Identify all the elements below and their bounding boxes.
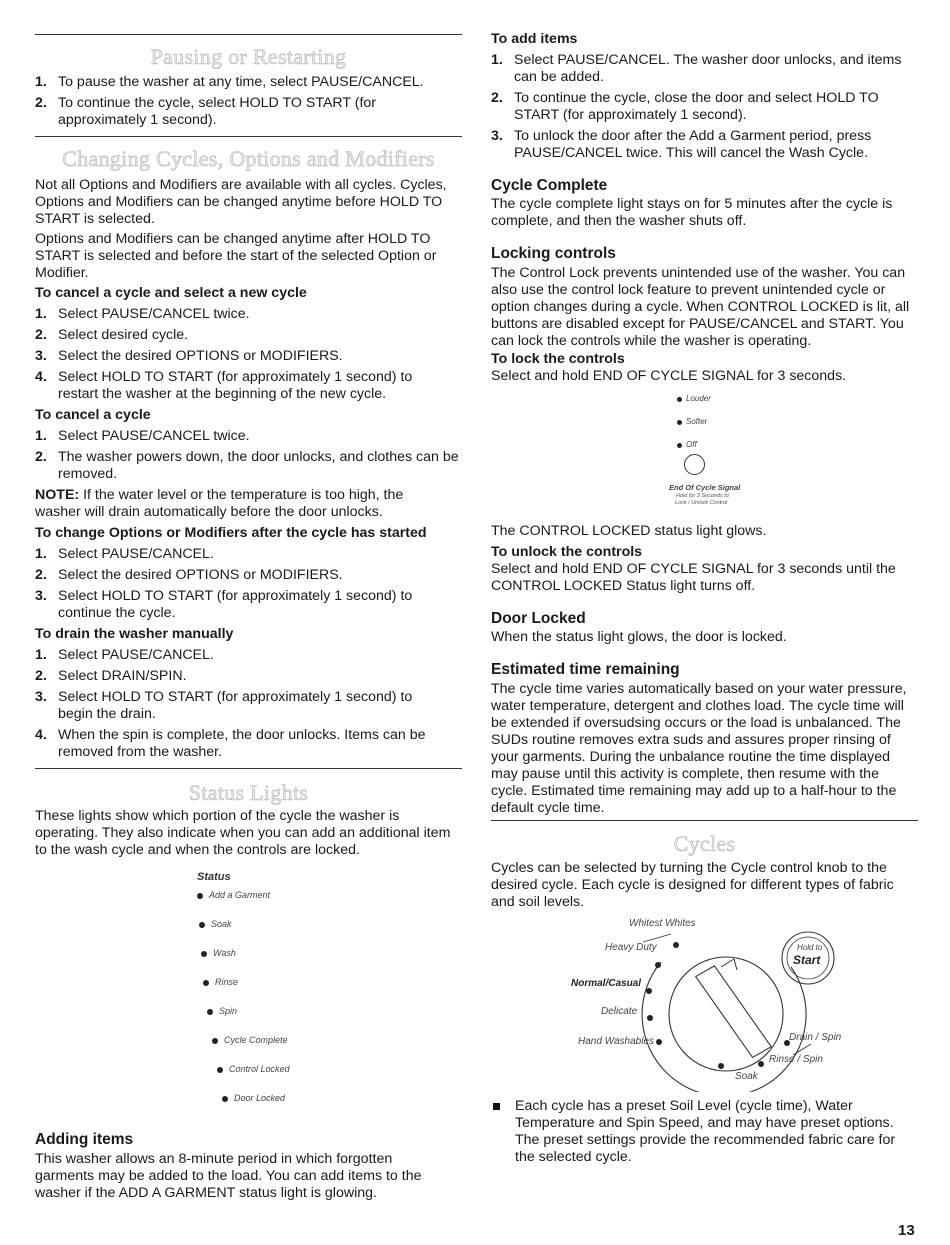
subheading: Adding items — [35, 1131, 134, 1148]
list-item: 1. To pause the washer at any time, select PAUSE/CANCEL. — [35, 74, 424, 90]
status-light-icon — [197, 893, 203, 899]
cycle-label-whitest: Whitest Whites — [629, 918, 696, 929]
hold-to-label: Hold to — [797, 943, 823, 952]
paragraph: The Control Lock prevents unintended use of the washer. You can also use the control lock feature to prevent unintended cycle or option changes during a cycle. When CONTROL LOCKED is lit, all buttons are disabled except for PAUSE/CANCEL and START. You can lock the controls while the washer is operating. — [491, 265, 910, 349]
signal-button-subtext: Hold for 3 Seconds to — [676, 493, 729, 499]
paragraph: Options and Modifiers can be changed anytime after HOLD TO START is selected and before the start of the selected Option or Modifier. — [35, 231, 437, 281]
list-item: 4. When the spin is complete, the door unlocks. Items can be removed from the washer. — [35, 727, 426, 760]
list-item: 2. Select the desired OPTIONS or MODIFIERS. — [35, 567, 343, 583]
list-item: 2. Select desired cycle. — [35, 327, 189, 343]
paragraph: These lights show which portion of the cycle the washer is operating. They also indicate when you can add an additional item to the wash cycle and when the controls are locked. — [35, 808, 451, 858]
list-item: 3. To unlock the door after the Add a Garment period, press PAUSE/CANCEL twice. This will cancel the Wash Cycle. — [491, 128, 872, 161]
status-figure-heading: Status — [197, 871, 231, 883]
list-item: 2. To continue the cycle, close the door and select HOLD TO START (for approximately 1 second). — [491, 90, 879, 123]
status-light-icon — [212, 1038, 218, 1044]
cycle-knob-drawing — [561, 912, 861, 1092]
section-divider — [35, 136, 462, 137]
status-label: Soak — [211, 919, 232, 929]
paragraph: Select and hold END OF CYCLE SIGNAL for 3 seconds. — [491, 368, 847, 384]
paragraph: The cycle complete light stays on for 5 minutes after the cycle is complete, and then the washer shuts off. — [491, 196, 893, 229]
status-lights-title: Status Lights — [188, 780, 309, 805]
status-label: Rinse — [215, 977, 239, 987]
cycles-title: Cycles — [673, 831, 736, 856]
signal-level-icon — [677, 397, 682, 402]
bullet-icon — [493, 1103, 500, 1110]
note: NOTE: If the water level or the temperature is too high, the washer will drain automatically before the door unlocks. — [35, 487, 404, 520]
changing-title: Changing Cycles, Options and Modifiers — [62, 146, 435, 171]
paragraph: The CONTROL LOCKED status light glows. — [491, 523, 767, 539]
signal-level-label: Softer — [686, 417, 708, 426]
status-label: Control Locked — [229, 1064, 290, 1074]
subheading: Estimated time remaining — [491, 661, 680, 678]
subheading: To add items — [491, 31, 578, 47]
start-label: Start — [793, 953, 821, 967]
section-divider — [491, 820, 918, 821]
list-item: 2. To continue the cycle, select HOLD TO START (for approximately 1 second). — [35, 95, 377, 128]
end-of-cycle-figure — [661, 392, 771, 510]
signal-level-icon — [677, 443, 682, 448]
cycle-label-hand: Hand Washables — [578, 1036, 654, 1047]
paragraph: The cycle time varies automatically based on your water pressure, water temperature, detergent and clothes load. The cycle time will be extended if oversudsing occurs or the load is unbalanced. The SUDs routine removes extra suds and assures proper rinsing of your garments. During the unbalance routine the time displayed may pause until this activity is complete, then resume with the cycle. Estimated time remaining may add up to a half-hour to the default cycle time. — [491, 681, 907, 816]
paragraph: This washer allows an 8-minute period in which forgotten garments may be added to the load. You can add items to the washer if the ADD A GARMENT status light is glowing. — [35, 1151, 422, 1201]
cycle-knob-figure — [561, 912, 861, 1092]
signal-level-label: Louder — [686, 394, 711, 403]
section-divider — [35, 768, 462, 769]
signal-level-label: Off — [686, 440, 697, 449]
cycle-label-heavy: Heavy Duty — [605, 942, 657, 953]
subheading: To drain the washer manually — [35, 626, 234, 642]
signal-button-label: End Of Cycle Signal — [669, 483, 741, 492]
paragraph: When the status light glows, the door is locked. — [491, 629, 787, 645]
paragraph: Select and hold END OF CYCLE SIGNAL for 3 seconds until the CONTROL LOCKED Status light turns off. — [491, 561, 896, 594]
signal-button-icon — [684, 454, 705, 475]
status-light-icon — [201, 951, 207, 957]
paragraph: Each cycle has a preset Soil Level (cycle time), Water Temperature and Spin Speed, and may have preset options. The preset settings provide the recommended fabric care for the selected cycle. — [515, 1098, 896, 1165]
status-label: Wash — [213, 948, 236, 958]
list-item: 3. Select the desired OPTIONS or MODIFIERS. — [35, 348, 343, 364]
subheading: To cancel a cycle and select a new cycle — [35, 285, 307, 301]
status-label: Door Locked — [234, 1093, 286, 1103]
subheading: To cancel a cycle — [35, 407, 151, 423]
list-item: 1. Select PAUSE/CANCEL twice. — [35, 428, 250, 444]
list-item: 2. The washer powers down, the door unlocks, and clothes can be removed. — [35, 449, 459, 482]
cycle-label-delicate: Delicate — [601, 1006, 638, 1017]
status-light-icon — [217, 1067, 223, 1073]
subheading: To unlock the controls — [491, 544, 643, 560]
subheading: Door Locked — [491, 610, 586, 627]
paragraph: Cycles can be selected by turning the Cycle control knob to the desired cycle. Each cycle is designed for different types of fabric and soil levels. — [491, 860, 894, 910]
signal-level-icon — [677, 420, 682, 425]
status-label: Spin — [219, 1006, 238, 1016]
list-item: 4. Select HOLD TO START (for approximately 1 second) to restart the washer at the beginning of the new cycle. — [35, 369, 413, 402]
list-item: 1. Select PAUSE/CANCEL. — [35, 546, 214, 562]
status-light-icon — [222, 1096, 228, 1102]
signal-button-subtext: Lock / Unlock Control — [675, 500, 728, 506]
list-item: 1. Select PAUSE/CANCEL. The washer door unlocks, and items can be added. — [491, 52, 902, 85]
cycle-label-normal: Normal/Casual — [571, 978, 642, 989]
status-label: Cycle Complete — [224, 1035, 288, 1045]
section-divider — [35, 34, 462, 35]
status-label: Add a Garment — [209, 890, 271, 900]
paragraph: Not all Options and Modifiers are available with all cycles. Cycles, Options and Modifiers can be changed anytime before HOLD TO START is selected. — [35, 177, 447, 227]
cycle-label-soak: Soak — [735, 1071, 758, 1082]
page-number: 13 — [898, 1222, 915, 1239]
status-lights-figure — [185, 868, 365, 1103]
cycle-label-rinse: Rinse / Spin — [769, 1054, 823, 1065]
pausing-title: Pausing or Restarting — [150, 44, 347, 69]
subheading: To lock the controls — [491, 351, 625, 367]
cycle-label-drain: Drain / Spin — [789, 1032, 842, 1043]
status-light-icon — [203, 980, 209, 986]
status-light-icon — [199, 922, 205, 928]
subheading: To change Options or Modifiers after the cycle has started — [35, 525, 427, 541]
list-item: 1. Select PAUSE/CANCEL. — [35, 647, 214, 663]
status-light-icon — [207, 1009, 213, 1015]
list-item: 3. Select HOLD TO START (for approximately 1 second) to begin the drain. — [35, 689, 413, 722]
subheading: Locking controls — [491, 245, 616, 262]
list-item: 2. Select DRAIN/SPIN. — [35, 668, 187, 684]
list-item: 1. Select PAUSE/CANCEL twice. — [35, 306, 250, 322]
list-item: 3. Select HOLD TO START (for approximately 1 second) to continue the cycle. — [35, 588, 413, 621]
subheading: Cycle Complete — [491, 177, 608, 194]
